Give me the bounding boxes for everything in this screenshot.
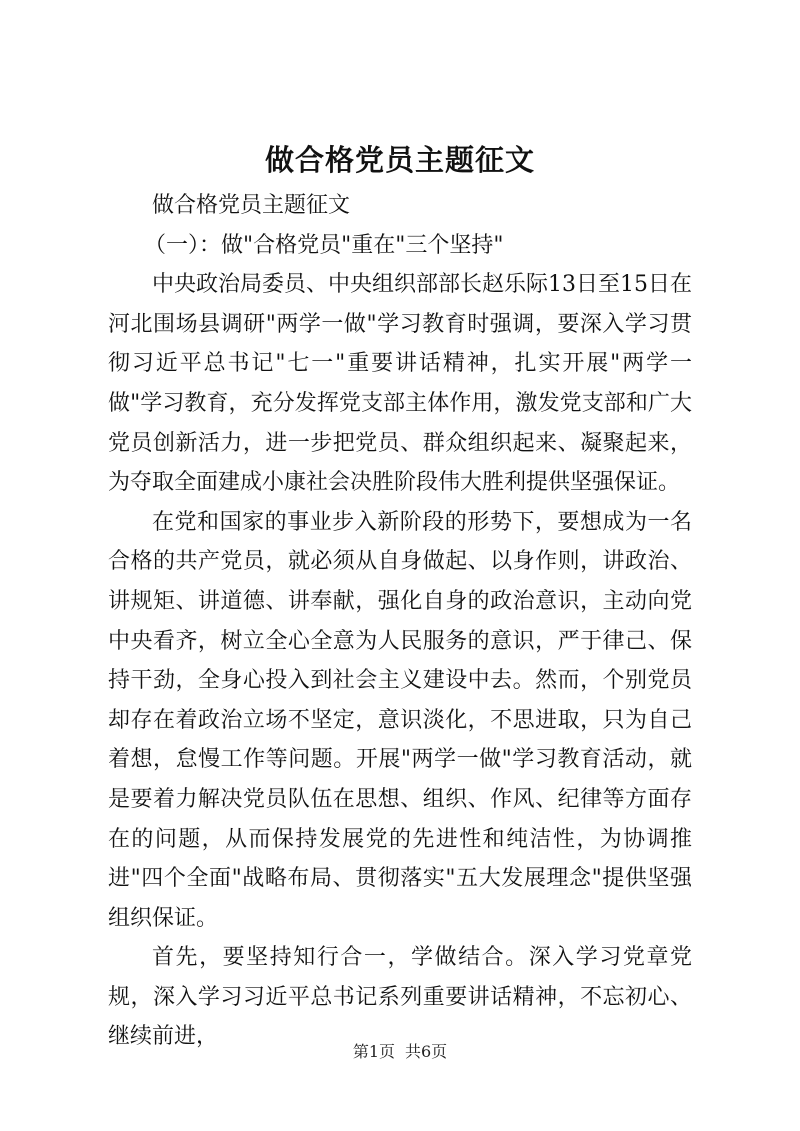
page-total: 共6页 <box>405 1042 448 1061</box>
page-number: 第1页 <box>352 1042 395 1061</box>
document-title: 做合格党员主题征文 <box>264 143 535 177</box>
paragraph-1: 中央政治局委员、中央组织部部长赵乐际13日至15日在河北围场县调研"两学一做"学习教育时强调，要深入学习贯彻习近平总书记"七一"重要讲话精神，扎实开展"两学一做"学习教育，充分发挥党支部主体作用，激发党支部和广大党员创新活力，进一步把党员、群众组织起来、凝聚起来，为夺取全面建成小康社会决胜阶段伟大胜利提供坚强保证。 <box>108 272 692 496</box>
paragraph-2: 在党和国家的事业步入新阶段的形势下，要想成为一名合格的共产党员，就必须从自身做起、以身作则，讲政治、讲规矩、讲道德、讲奉献，强化自身的政治意识，主动向党中央看齐，树立全心全意为人民服务的意识，严于律己、保持干劲，全身心投入到社会主义建设中去。然而，个别党员却存在着政治立场不坚定，意识淡化，不思进取，只为自己着想，怠慢工作等问题。开展"两学一做"学习教育活动，就是要着力解决党员队伍在思想、组织、作风、纪律等方面存在的问题，从而保持发展党的先进性和纯洁性，为协调推进"四个全面"战略布局、贯彻落实"五大发展理念"提供坚强组织保证。 <box>108 509 692 931</box>
document-body <box>108 186 692 1057</box>
paragraph-subtitle: 做合格党员主题征文 <box>152 193 351 218</box>
page-footer <box>0 1042 800 1062</box>
paragraph-section-heading: （一）：做"合格党员"重在"三个坚持" <box>144 232 504 258</box>
paragraph-3: 首先，要坚持知行合一，学做结合。深入学习党章党规，深入学习习近平总书记系列重要讲话精神，不忘初心、继续前进， <box>108 945 692 1050</box>
